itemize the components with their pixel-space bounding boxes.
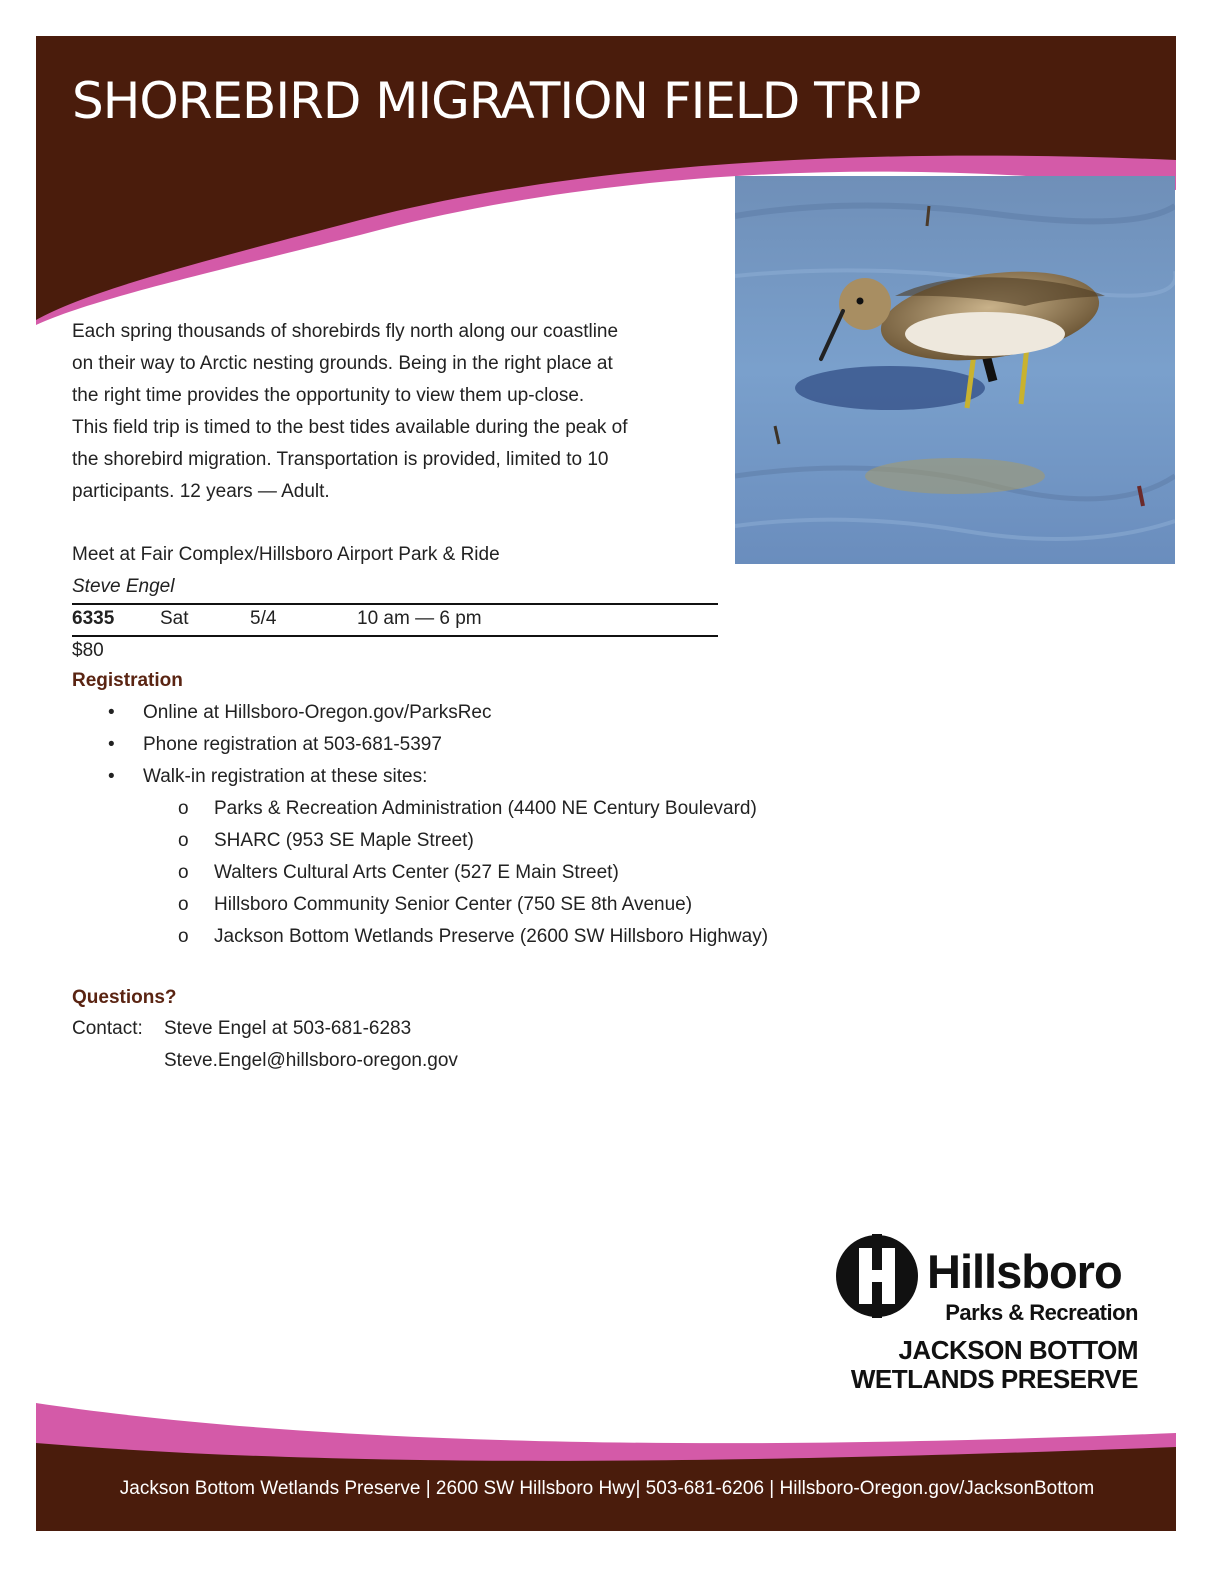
course-day: Sat (160, 608, 189, 629)
sub-bullet: o (178, 926, 189, 947)
list-item (143, 921, 872, 953)
contact-email[interactable]: Steve.Engel@hillsboro-oregon.gov (164, 1050, 458, 1071)
page-title: SHOREBIRD MIGRATION FIELD TRIP (72, 72, 921, 130)
sub-bullet: o (178, 862, 189, 883)
site-name: Hillsboro Community Senior Center (750 SE 8th Avenue) (214, 894, 693, 915)
description-line: This field trip is timed to the best tides available during the peak of (72, 417, 628, 438)
registration-walkin: Walk-in registration at these sites: (143, 766, 428, 787)
bullet: • (108, 766, 115, 787)
site-name: SHARC (953 SE Maple Street) (214, 830, 474, 851)
site-name: Parks & Recreation Administration (4400 NE Century Boulevard) (214, 798, 757, 819)
contact-details (164, 1013, 458, 1077)
schedule-row (72, 603, 718, 635)
list-item (72, 761, 872, 953)
contact-phone: Steve Engel at 503-681-6283 (164, 1018, 412, 1039)
contact-label: Contact: (72, 1018, 143, 1039)
description-line: participants. 12 years — Adult. (72, 481, 330, 502)
course-date: 5/4 (250, 608, 277, 629)
list-item (143, 825, 872, 857)
description-line: the shorebird migration. Transportation is provided, limited to 10 (72, 449, 609, 470)
schedule-bottom-rule (72, 635, 718, 637)
instructor-name: Steve Engel (72, 576, 175, 597)
description-line: on their way to Arctic nesting grounds. Being in the right place at (72, 353, 613, 374)
list-item (143, 793, 872, 825)
registration-phone: Phone registration at 503-681-5397 (143, 734, 442, 755)
hillsboro-h-icon (835, 1234, 919, 1318)
hillsboro-logo (835, 1230, 1140, 1405)
course-fee: $80 (72, 640, 104, 661)
meeting-location: Meet at Fair Complex/Hillsboro Airport Park & Ride (72, 544, 500, 565)
footer-banner (0, 1395, 1224, 1535)
logo-preserve-line: WETLANDS PRESERVE (850, 1364, 1138, 1394)
registration-online: Online at Hillsboro-Oregon.gov/ParksRec (143, 702, 492, 723)
sub-bullet: o (178, 798, 189, 819)
logo-preserve-line: JACKSON BOTTOM (898, 1335, 1138, 1365)
bullet: • (108, 702, 115, 723)
description (72, 316, 697, 508)
course-code: 6335 (72, 608, 115, 629)
description-line: the right time provides the opportunity to view them up-close. (72, 385, 585, 406)
logo-preserve-name (851, 1336, 1138, 1394)
logo-subtitle: Parks & Recreation (945, 1300, 1138, 1325)
list-item (143, 889, 872, 921)
sub-bullet: o (178, 894, 189, 915)
walkin-sites-list (143, 793, 872, 953)
questions-heading: Questions? (72, 987, 177, 1008)
bullet: • (108, 734, 115, 755)
site-name: Walters Cultural Arts Center (527 E Main Street) (214, 862, 619, 883)
description-line: Each spring thousands of shorebirds fly north along our coastline (72, 321, 619, 342)
shorebird-photo (735, 176, 1175, 564)
course-time: 10 am — 6 pm (357, 608, 482, 629)
footer-contact: Jackson Bottom Wetlands Preserve | 2600 SW Hillsboro Hwy| 503-681-6206 | Hillsboro-Oregon.gov/JacksonBottom (119, 1478, 1095, 1499)
registration-list (72, 697, 872, 953)
site-name: Jackson Bottom Wetlands Preserve (2600 SW Hillsboro Highway) (214, 926, 769, 947)
list-item (72, 697, 872, 729)
list-item (72, 729, 872, 761)
registration-heading: Registration (72, 670, 183, 691)
list-item (143, 857, 872, 889)
sub-bullet: o (178, 830, 189, 851)
logo-name: Hillsboro (927, 1245, 1122, 1298)
